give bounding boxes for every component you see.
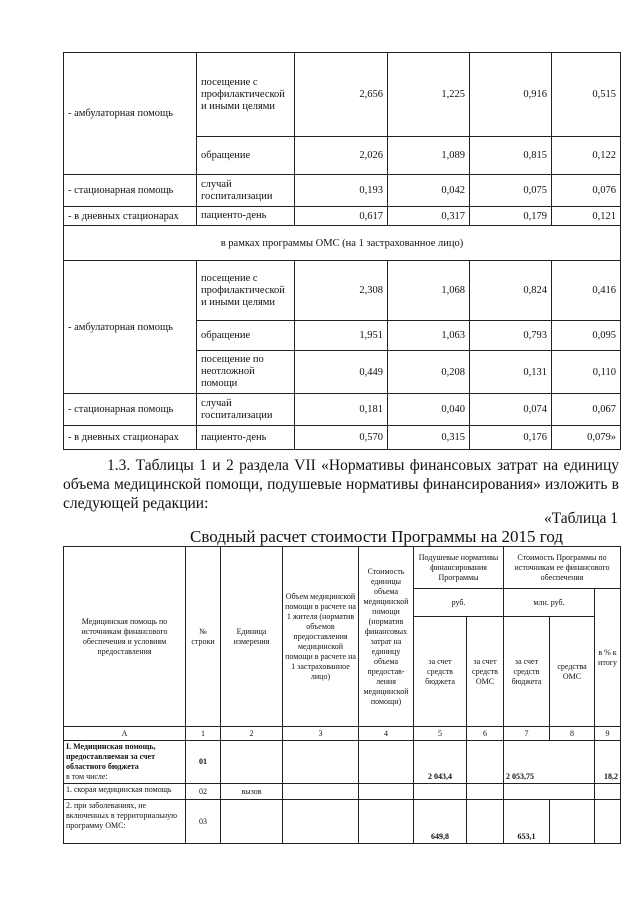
header-oms: за счет средств ОМС <box>467 617 504 727</box>
empty-cell <box>359 741 414 784</box>
empty-cell <box>550 800 595 844</box>
value-cell: 0,042 <box>388 175 470 207</box>
row-title-cell <box>64 741 186 784</box>
empty-cell <box>283 784 359 800</box>
header-rub: руб. <box>414 589 504 617</box>
value-cell: 653,1 <box>504 800 550 844</box>
empty-cell <box>467 800 504 844</box>
service-cell: случай госпитализации <box>197 394 295 426</box>
empty-cell <box>414 784 467 800</box>
value-cell: 1,089 <box>388 137 470 175</box>
header-col-percap: Подушевые нормативы финансирования Программы <box>414 547 504 589</box>
value-cell: 0,095 <box>552 321 621 351</box>
value-cell: 0,916 <box>470 53 552 137</box>
empty-cell <box>221 800 283 844</box>
service-cell: посещение по неотложной помощи <box>197 351 295 394</box>
value-cell: 0,122 <box>552 137 621 175</box>
value-cell: 0,121 <box>552 207 621 226</box>
value-cell: 0,617 <box>295 207 388 226</box>
empty-cell <box>221 741 283 784</box>
value-cell: 0,824 <box>470 261 552 321</box>
header-oms2: средства ОМС <box>550 617 595 727</box>
value-cell: 0,074 <box>470 394 552 426</box>
value-cell: 1,068 <box>388 261 470 321</box>
header-budget: за счет средств бюджета <box>414 617 467 727</box>
value-cell: 0,193 <box>295 175 388 207</box>
value-cell: 2,656 <box>295 53 388 137</box>
paragraph-text: 1.3. Таблицы 1 и 2 раздела VII «Нормативы финансовых затрат на единицу объема медицинской помощи, подушевые нормативы финансирования» изложить в следующей редакции: <box>63 457 619 512</box>
empty-cell <box>283 741 359 784</box>
value-cell: 2,308 <box>295 261 388 321</box>
value-cell: 0,131 <box>470 351 552 394</box>
table-title: Сводный расчет стоимости Программы на 2015 год <box>190 527 563 546</box>
value-cell: 0,315 <box>388 426 470 450</box>
index-cell: 7 <box>504 727 550 741</box>
value-cell: 18,2 <box>595 741 621 784</box>
value-cell: 0,570 <box>295 426 388 450</box>
amendment-paragraph <box>63 456 619 513</box>
empty-cell <box>467 741 504 784</box>
empty-cell <box>359 800 414 844</box>
index-cell: 1 <box>186 727 221 741</box>
row-label: - амбулаторная помощь <box>64 53 197 175</box>
service-cell: посещение с профилактической и иными целями <box>197 261 295 321</box>
index-cell: А <box>64 727 186 741</box>
empty-cell <box>504 784 595 800</box>
value-cell: 0,317 <box>388 207 470 226</box>
index-cell: 8 <box>550 727 595 741</box>
row-number: 03 <box>186 800 221 844</box>
service-cell: пациенто-день <box>197 207 295 226</box>
empty-cell <box>283 800 359 844</box>
row-title: 2. при заболеваниях, не включенных в территориальную программу ОМС: <box>64 800 186 844</box>
header-col-a: Медицинская помощь по источникам финансового обеспечения и условиям предоставления <box>64 547 186 727</box>
index-cell: 6 <box>467 727 504 741</box>
program-cost-table <box>63 546 621 844</box>
value-cell: 0,067 <box>552 394 621 426</box>
row-label: - в дневных стационарах <box>64 426 197 450</box>
empty-cell <box>595 800 621 844</box>
value-cell: 1,225 <box>388 53 470 137</box>
value-cell: 0,076 <box>552 175 621 207</box>
value-cell: 0,793 <box>470 321 552 351</box>
index-cell: 3 <box>283 727 359 741</box>
value-cell: 2 043,4 <box>414 741 467 784</box>
norms-table <box>63 52 621 450</box>
header-budget2: за счет средств бюджета <box>504 617 550 727</box>
service-cell: обращение <box>197 321 295 351</box>
index-cell: 2 <box>221 727 283 741</box>
row-label: - стационарная помощь <box>64 175 197 207</box>
row-title: 1. скорая медицинская помощь <box>64 784 186 800</box>
value-cell: 1,951 <box>295 321 388 351</box>
row-number: 02 <box>186 784 221 800</box>
index-cell: 5 <box>414 727 467 741</box>
unit-cell: вызов <box>221 784 283 800</box>
row-label: - в дневных стационарах <box>64 207 197 226</box>
section-banner: в рамках программы ОМС (на 1 застрахованное лицо) <box>64 226 621 261</box>
value-cell: 0,181 <box>295 394 388 426</box>
table-reference: «Таблица 1 <box>543 510 618 527</box>
index-cell: 9 <box>595 727 621 741</box>
value-cell: 0,208 <box>388 351 470 394</box>
value-cell: 0,075 <box>470 175 552 207</box>
header-col-cost: Стоимость единицы объема медицинской помощи (норматив финансовых затрат на единицу объема предостав-ления медицинской помощи) <box>359 547 414 727</box>
value-cell: 0,110 <box>552 351 621 394</box>
index-cell: 4 <box>359 727 414 741</box>
value-cell: 0,179 <box>470 207 552 226</box>
value-cell: 0,040 <box>388 394 470 426</box>
value-cell: 2,026 <box>295 137 388 175</box>
value-cell: 649,8 <box>414 800 467 844</box>
empty-cell <box>467 784 504 800</box>
header-col-prog: Стоимость Программы по источникам ее финансового обеспечения <box>504 547 621 589</box>
row-label: - стационарная помощь <box>64 394 197 426</box>
header-mln: млн. руб. <box>504 589 595 617</box>
value-cell: 0,416 <box>552 261 621 321</box>
header-col-num: № строки <box>186 547 221 727</box>
service-cell: пациенто-день <box>197 426 295 450</box>
value-cell: 0,449 <box>295 351 388 394</box>
value-cell: 2 053,75 <box>504 741 595 784</box>
service-cell: посещение с профилактической и иными целями <box>197 53 295 137</box>
service-cell: случай госпитализации <box>197 175 295 207</box>
row-title: I. Медицинская помощь, предоставляемая за счет областного бюджета <box>66 742 156 771</box>
header-pct: в % к итогу <box>595 589 621 727</box>
header-col-volume: Объем медицинской помощи в расчете на 1 жителя (норматив объемов предоставления медицинской помощи в расчете на 1 застрахованное лицо) <box>283 547 359 727</box>
value-cell: 0,815 <box>470 137 552 175</box>
row-label: - амбулаторная помощь <box>64 261 197 394</box>
row-number: 01 <box>186 741 221 784</box>
value-cell: 1,063 <box>388 321 470 351</box>
empty-cell <box>359 784 414 800</box>
value-cell: 0,515 <box>552 53 621 137</box>
service-cell: обращение <box>197 137 295 175</box>
empty-cell <box>595 784 621 800</box>
header-col-unit: Единица измерения <box>221 547 283 727</box>
row-subtitle: в том числе: <box>66 772 108 781</box>
value-cell: 0,176 <box>470 426 552 450</box>
value-cell: 0,079» <box>552 426 621 450</box>
